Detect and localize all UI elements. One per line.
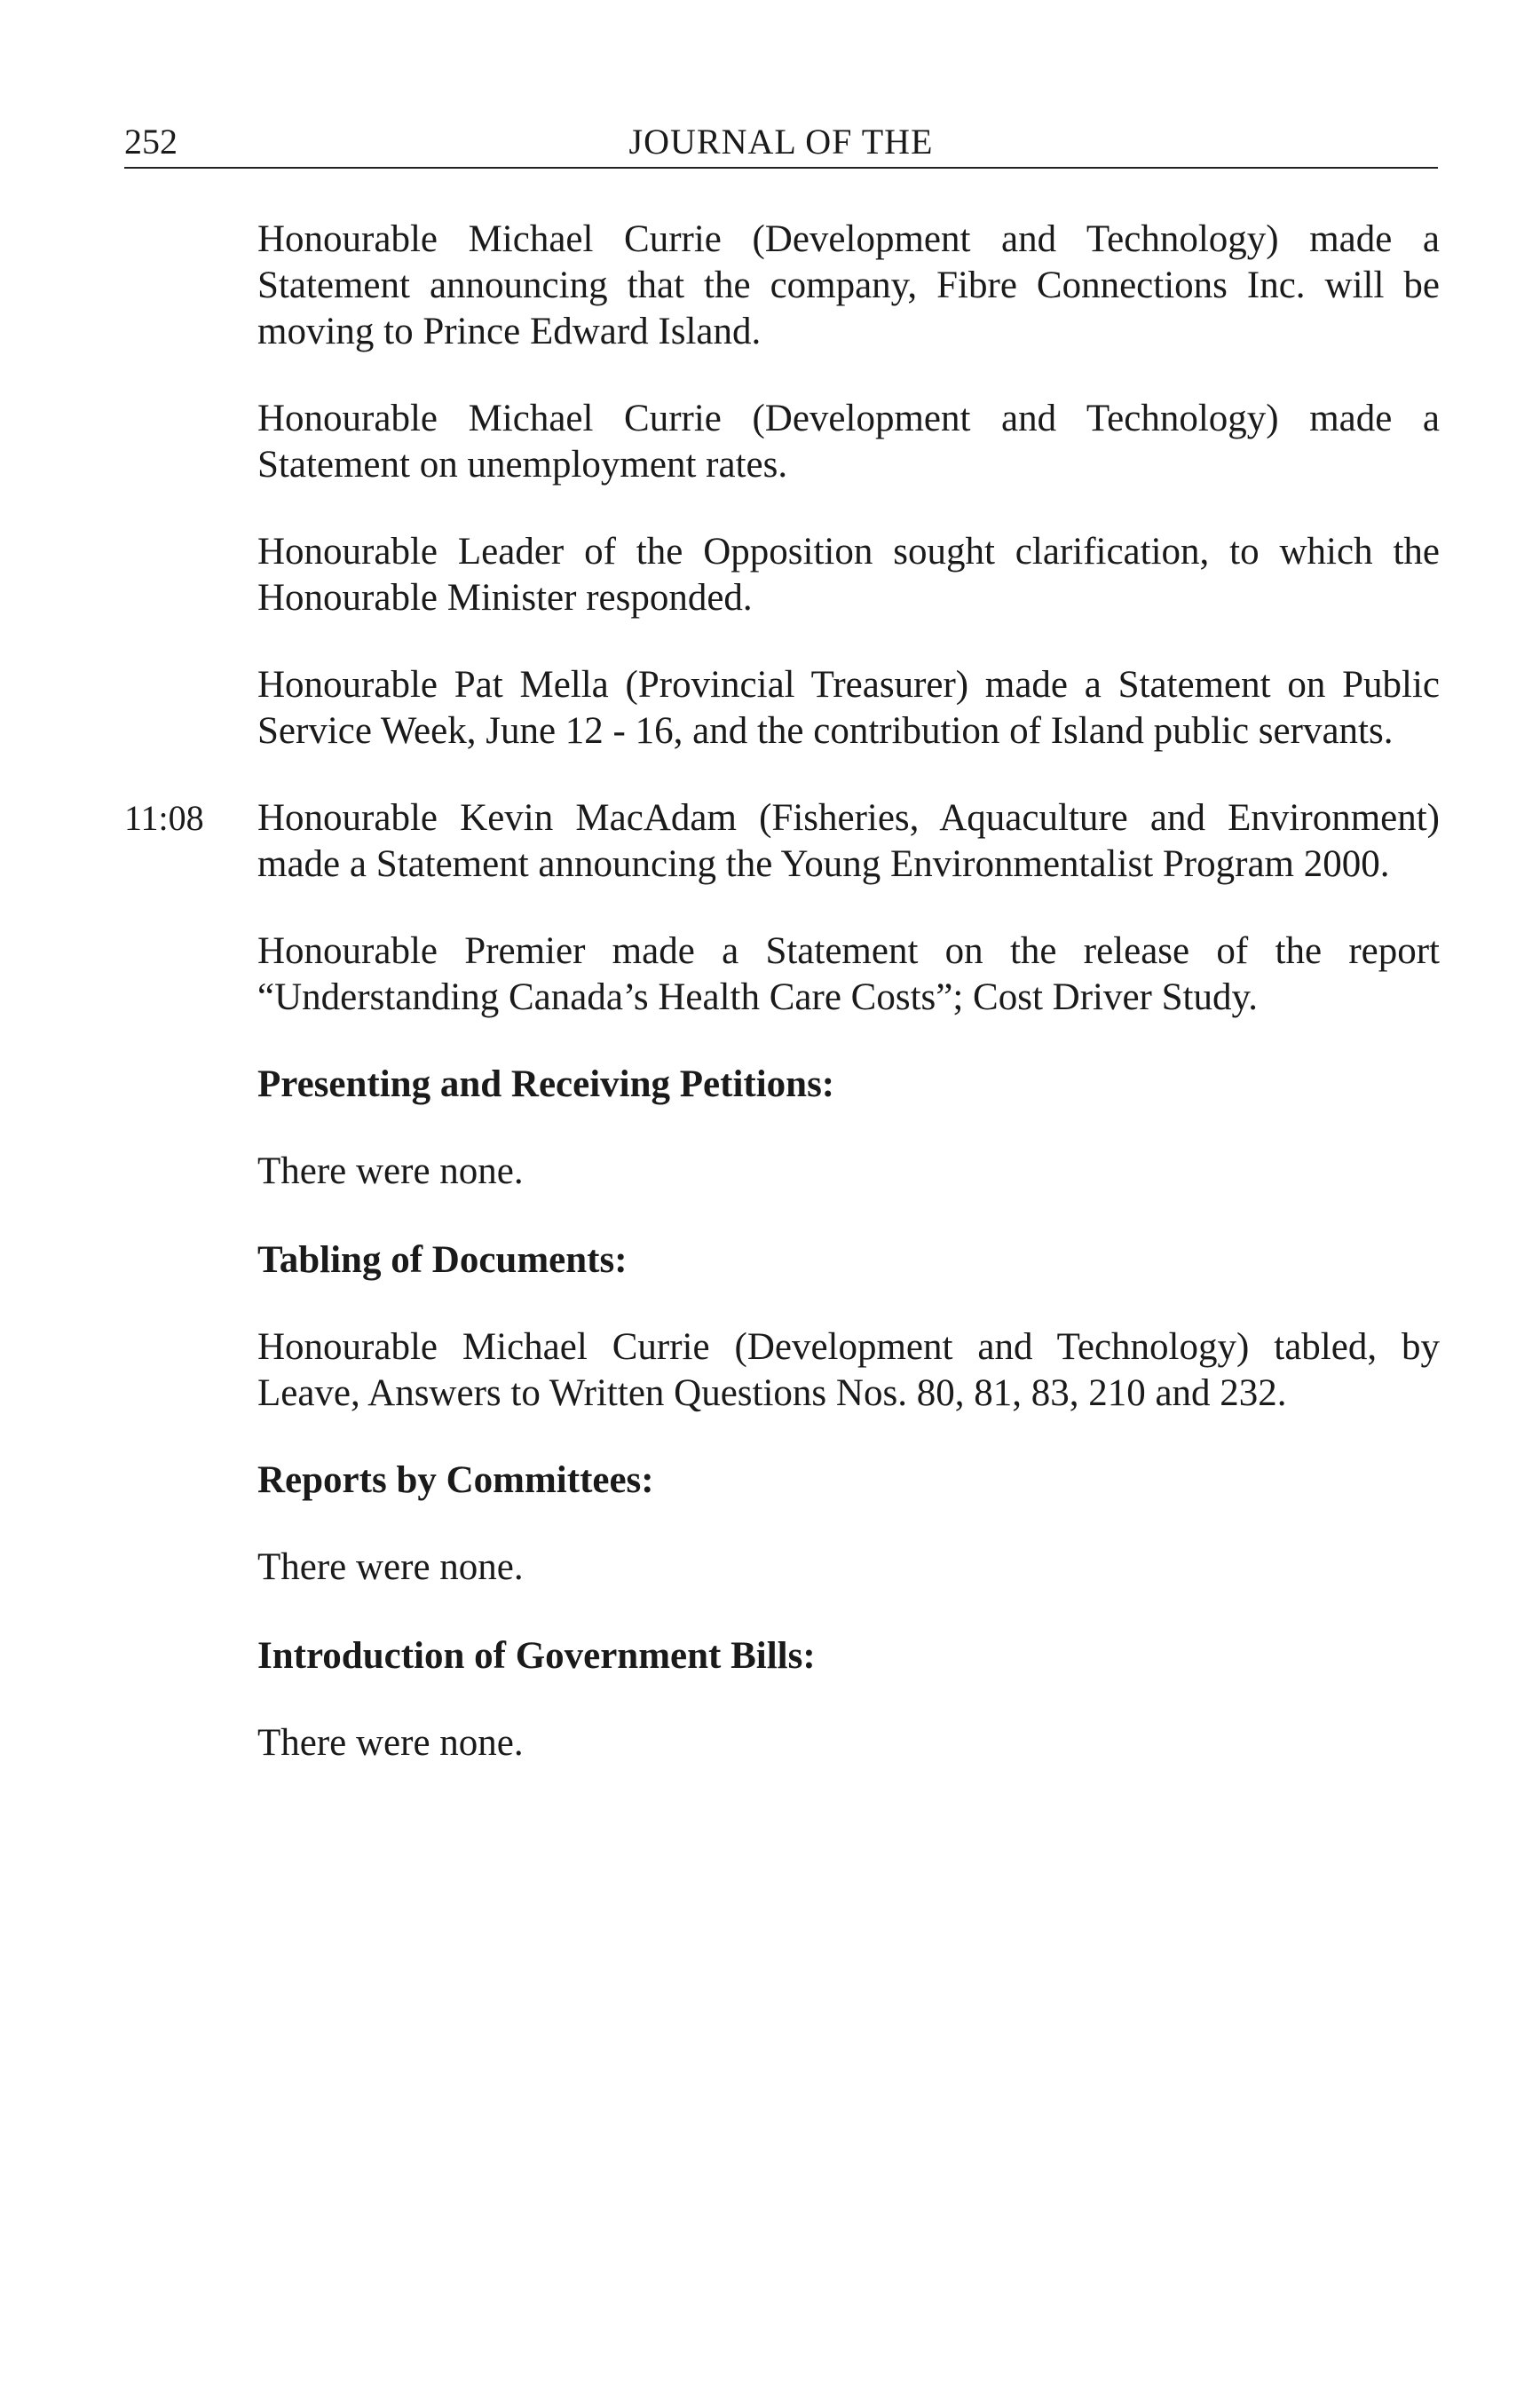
section-body-bills: There were none.: [257, 1722, 524, 1764]
statement-entry: [257, 662, 1440, 755]
entry-text: Honourable Pat Mella (Provincial Treasurer) made a Statement on Public Service Week, June 12 - 16, and the contribution of Island public servants.: [257, 664, 1440, 752]
section-body-petitions: There were none.: [257, 1150, 524, 1192]
running-header: [124, 114, 1438, 169]
entry-text: Honourable Leader of the Opposition sought clarification, to which the Honourable Minister responded.: [257, 531, 1440, 619]
page-number: 252: [124, 122, 178, 162]
entry-timestamp: 11:08: [124, 798, 204, 838]
section-heading-committees: Reports by Committees:: [257, 1459, 654, 1501]
statement-entry: [124, 795, 1440, 888]
entry-text: Honourable Michael Currie (Development and Technology) made a Statement on unemployment rates.: [257, 398, 1440, 486]
section-heading-tabling: Tabling of Documents:: [257, 1239, 628, 1281]
statement-entry: [257, 396, 1440, 488]
statement-entry: [257, 928, 1440, 1021]
entry-text: Honourable Premier made a Statement on the release of the report “Understanding Canada’s Health Care Costs”; Cost Driver Study.: [257, 930, 1440, 1018]
journal-body: [124, 217, 1440, 1809]
section-heading-petitions: Presenting and Receiving Petitions:: [257, 1063, 835, 1105]
section-body-committees: There were none.: [257, 1546, 524, 1588]
statement-entry: [257, 529, 1440, 621]
entry-text: Honourable Michael Currie (Development and Technology) made a Statement announcing that the company, Fibre Connections Inc. will be moving to Prince Edward Island.: [257, 218, 1440, 352]
section-body-tabling: Honourable Michael Currie (Development and Technology) tabled, by Leave, Answers to Written Questions Nos. 80, 81, 83, 210 and 232.: [257, 1326, 1440, 1414]
section-heading-bills: Introduction of Government Bills:: [257, 1635, 816, 1677]
statement-entry: [257, 217, 1440, 355]
journal-title: JOURNAL OF THE: [628, 122, 934, 162]
entry-text: Honourable Kevin MacAdam (Fisheries, Aquaculture and Environment) made a Statement announcing the Young Environmentalist Program 2000.: [257, 797, 1440, 885]
